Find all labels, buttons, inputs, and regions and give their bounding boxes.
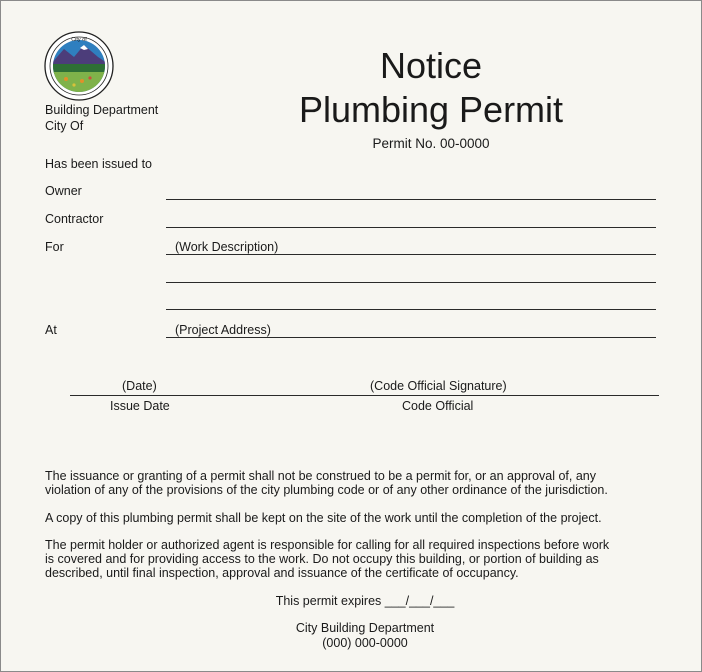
footer-phone: (000) 000-0000 — [322, 636, 408, 650]
for-label: For — [45, 240, 64, 254]
work-description-line-2[interactable] — [166, 282, 656, 283]
department-name: Building Department — [45, 103, 159, 117]
issue-date-label: Issue Date — [110, 399, 170, 413]
expiry-line: This permit expires ___/___/___ — [275, 594, 455, 608]
inspection-line-3: described, until final inspection, approval and issuance of the certificate of occupancy. — [45, 566, 519, 580]
work-description-line-1[interactable] — [166, 254, 656, 255]
title-notice: Notice — [379, 45, 483, 86]
contractor-line[interactable] — [166, 227, 656, 228]
inspection-line-2: is covered and for providing access to the work. Do not occupy this building, or portion of building as — [45, 552, 599, 566]
project-address-line[interactable] — [166, 337, 656, 338]
footer-department: City Building Department — [295, 621, 435, 635]
disclaimer-line-1: The issuance or granting of a permit shall not be construed to be a permit for, or an approval of, any — [45, 469, 597, 483]
inspection-line-1: The permit holder or authorized agent is responsible for calling for all required inspections before work — [45, 538, 610, 552]
at-label: At — [45, 323, 57, 337]
signature-hint: (Code Official Signature) — [370, 379, 507, 393]
code-official-label: Code Official — [402, 399, 474, 413]
date-hint: (Date) — [122, 379, 157, 393]
inspection-paragraph — [45, 538, 675, 580]
city-name: City Of — [45, 119, 84, 133]
project-address-hint: (Project Address) — [175, 323, 271, 337]
seal-text: City of — [71, 37, 87, 43]
department-block — [45, 102, 158, 134]
work-description-line-3[interactable] — [166, 309, 656, 310]
owner-label: Owner — [45, 184, 82, 198]
owner-line[interactable] — [166, 199, 656, 200]
signature-line[interactable] — [70, 395, 659, 396]
contractor-label: Contractor — [45, 212, 104, 226]
disclaimer-line-2: violation of any of the provisions of the city plumbing code or of any other ordinance of the jurisdiction. — [45, 483, 608, 497]
title-plumbing-permit: Plumbing Permit — [298, 89, 564, 130]
work-description-hint: (Work Description) — [175, 240, 279, 254]
permit-number: Permit No. 00-0000 — [372, 136, 490, 151]
city-seal-logo — [44, 31, 114, 101]
issued-to-label: Has been issued to — [45, 157, 153, 171]
disclaimer-paragraph — [45, 469, 675, 497]
copy-on-site-paragraph: A copy of this plumbing permit shall be kept on the site of the work until the completion of the project. — [45, 511, 602, 525]
